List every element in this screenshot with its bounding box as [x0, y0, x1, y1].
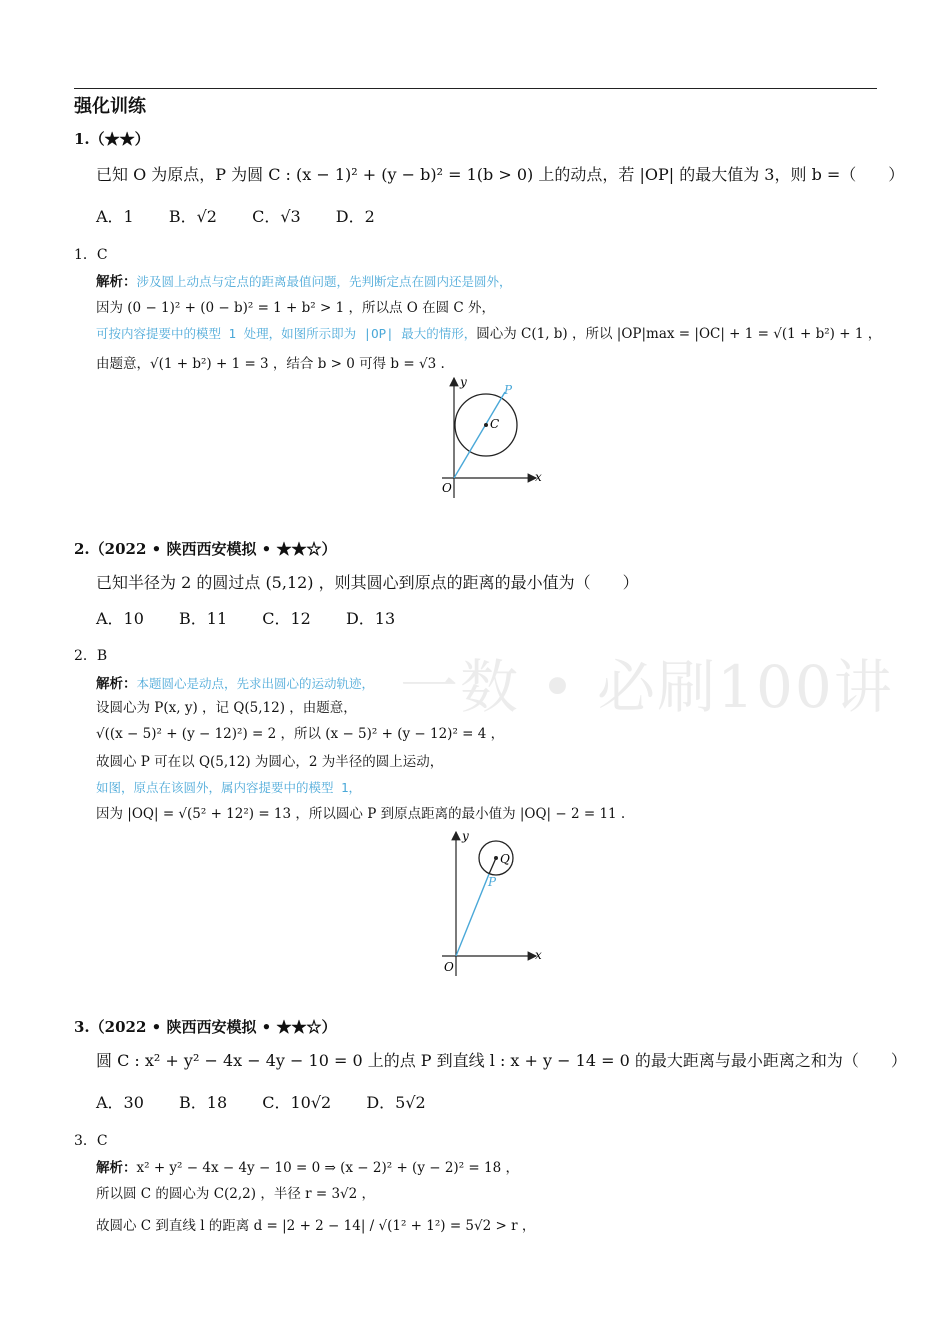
- q1-sol-line4: 由题意，√(1 + b²) + 1 = 3 ，结合 b > 0 可得 b = √3 .: [96, 356, 445, 372]
- q1-label-x: x: [535, 470, 542, 484]
- q3-option-a[interactable]: A．30: [96, 1093, 144, 1112]
- q1-answer: 1．C: [74, 247, 108, 263]
- q2-sol-hint: 本题圆心是动点，先求出圆心的运动轨迹，: [136, 676, 375, 691]
- q1-sol-center: 圆心为 C(1, b) ，所以 |OP|max = |OC| + 1 = √(1 + b²) + 1 ，: [476, 326, 882, 342]
- q3-sol-label: 解析：: [96, 1160, 137, 1176]
- q1-sol-model: 可按内容提要中的模型 1 处理，如图所示即为 |OP| 最大的情形，: [96, 326, 477, 341]
- q2-stem: 已知半径为 2 的圆过点 (5,12) ，则其圆心到原点的距离的最小值为（ ）: [96, 573, 639, 592]
- q1-sol-line1: [96, 270, 512, 290]
- q3-sol-line1: [96, 1156, 519, 1176]
- q2-sol-line1: [96, 672, 374, 692]
- q2-label-x: x: [535, 948, 542, 962]
- q2-segment-op: [456, 874, 489, 956]
- q1-option-d[interactable]: D．2: [335, 207, 375, 226]
- q1-number: 1.（★★）: [74, 130, 150, 148]
- q2-label-p: P: [488, 875, 497, 889]
- q1-sol-hint: 涉及圆上动点与定点的距离最值问题，先判断定点在圆内还是圆外，: [136, 274, 512, 289]
- q3-options: [96, 1090, 456, 1113]
- q2-sol-line4: 故圆心 P 可在以 Q(5,12) 为圆心，2 为半径的圆上运动，: [96, 754, 444, 770]
- q2-option-a[interactable]: A．10: [96, 609, 144, 628]
- q2-sol-line3: √((x − 5)² + (y − 12)²) = 2 ，所以 (x − 5)² + (y − 12)² = 4 ，: [96, 726, 505, 742]
- q1-center-dot: [484, 423, 488, 427]
- section-title: 强化训练: [74, 96, 146, 117]
- q3-option-b[interactable]: B．18: [179, 1093, 228, 1112]
- q2-option-d[interactable]: D．13: [345, 609, 396, 628]
- q1-options: [96, 204, 405, 227]
- watermark: 一数 • 必刷100讲: [400, 653, 894, 721]
- q3-option-c[interactable]: C．10√2: [262, 1093, 332, 1112]
- q3-answer: 3．C: [74, 1133, 108, 1149]
- q3-sol-eq: x² + y² − 4x − 4y − 10 = 0 ⇒ (x − 2)² + (y − 2)² = 18 ，: [136, 1160, 519, 1176]
- q3-stem: 圆 C : x² + y² − 4x − 4y − 10 = 0 上的点 P 到直线 l : x + y − 14 = 0 的最大距离与最小距离之和为（ ）: [96, 1051, 907, 1070]
- q3-sol-line2: 所以圆 C 的圆心为 C(2,2) ，半径 r = 3√2 ，: [96, 1186, 376, 1202]
- q2-answer: 2．B: [74, 648, 108, 664]
- q1-sol-line2: 因为 (0 − 1)² + (0 − b)² = 1 + b² > 1 ，所以点 O 在圆 C 外，: [96, 300, 496, 316]
- q1-stem: 已知 O 为原点，P 为圆 C : (x − 1)² + (y − b)² = 1(b > 0) 上的动点，若 |OP| 的最大值为 3，则 b =（ ）: [96, 165, 905, 184]
- top-rule: [74, 88, 877, 89]
- q1-label-y: y: [460, 375, 467, 389]
- q2-label-q: Q: [500, 852, 510, 866]
- q2-sol-label: 解析：: [96, 676, 137, 692]
- q3-option-d[interactable]: D．5√2: [366, 1093, 426, 1112]
- q2-sol-line6: 因为 |OQ| = √(5² + 12²) = 13 ，所以圆心 P 到原点距离的最小值为 |OQ| − 2 = 11 .: [96, 806, 626, 822]
- q2-label-o: O: [444, 960, 454, 974]
- q1-label-o: O: [442, 481, 452, 495]
- q2-number: 2.（2022 • 陕西西安模拟 • ★★☆）: [74, 540, 337, 558]
- q1-figure: [420, 372, 560, 502]
- q2-option-c[interactable]: C．12: [262, 609, 311, 628]
- q1-option-b[interactable]: B．√2: [168, 207, 217, 226]
- q1-option-c[interactable]: C．√3: [252, 207, 301, 226]
- q2-options: [96, 606, 425, 629]
- q3-sol-line3: 故圆心 C 到直线 l 的距离 d = |2 + 2 − 14| / √(1² + 1²) = 5√2 > r ，: [96, 1218, 536, 1234]
- q2-label-y: y: [462, 829, 469, 843]
- q2-sol-line2: 设圆心为 P(x, y) ，记 Q(5,12) ，由题意，: [96, 700, 357, 716]
- q2-sol-line5: 如图，原点在该圆外，属内容提要中的模型 1，: [96, 780, 362, 795]
- q2-figure: [420, 826, 560, 978]
- q2-center-dot: [494, 856, 498, 860]
- q1-label-p: P: [504, 383, 513, 397]
- q2-option-b[interactable]: B．11: [179, 609, 228, 628]
- q2-radius: [489, 858, 496, 874]
- q1-sol-label: 解析：: [96, 274, 137, 290]
- q1-label-c: C: [490, 417, 500, 431]
- q3-number: 3.（2022 • 陕西西安模拟 • ★★☆）: [74, 1018, 337, 1036]
- q1-option-a[interactable]: A．1: [96, 207, 134, 226]
- q1-sol-line3: [96, 322, 881, 342]
